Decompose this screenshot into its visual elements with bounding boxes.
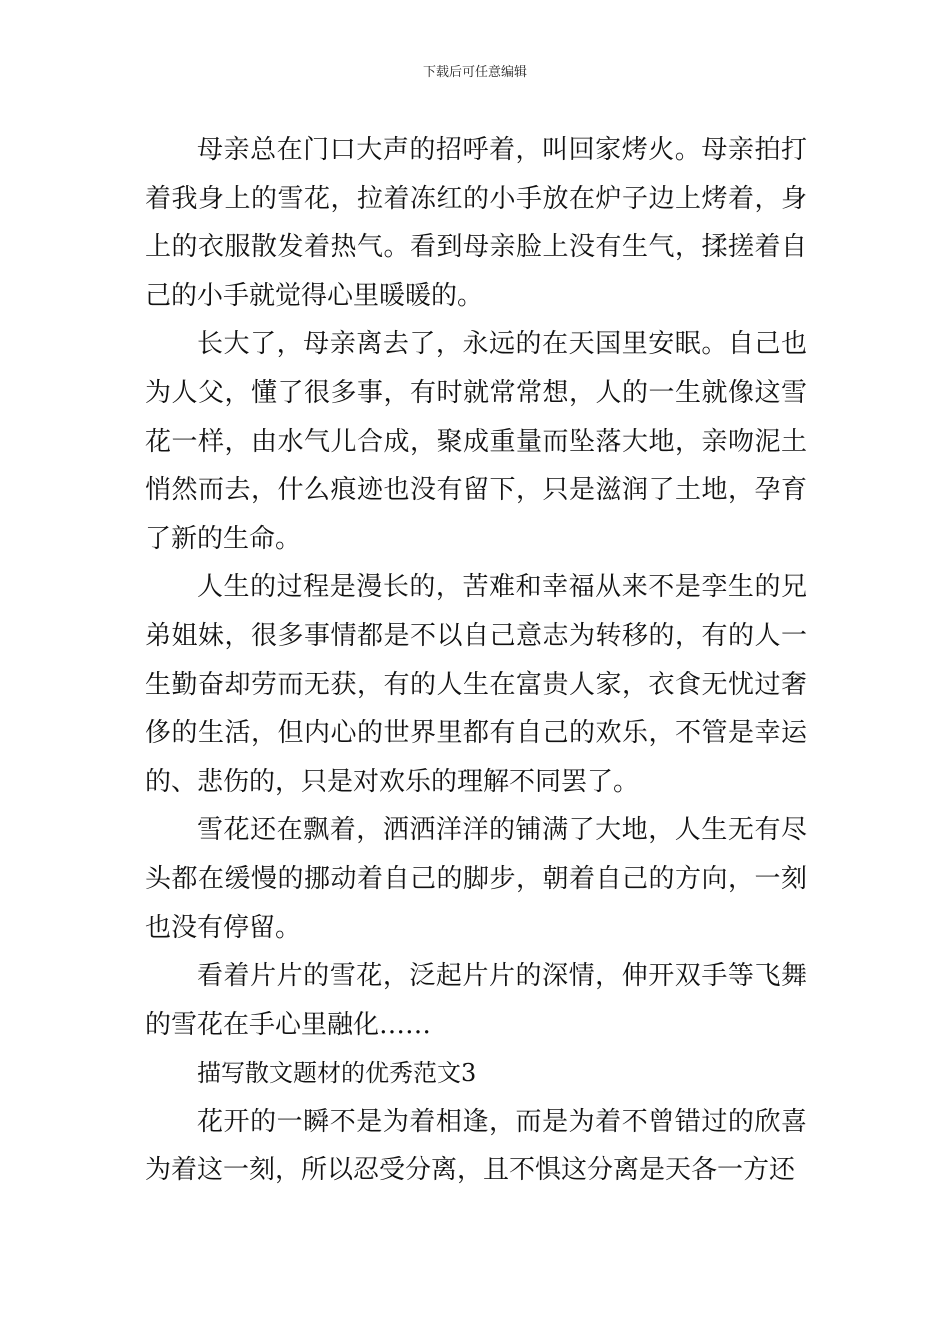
paragraph: 看着片片的雪花，泛起片片的深情，伸开双手等飞舞的雪花在手心里融化…… [145, 961, 807, 1040]
page-header: 下载后可任意编辑 [422, 65, 527, 80]
document-body [145, 126, 807, 1195]
paragraph: 长大了，母亲离去了，永远的在天国里安眠。自己也为人父，懂了很多事，有时就常常想，人的一生就像这雪花一样，由水气儿合成，聚成重量而坠落大地，亲吻泥土悄然而去，什么痕迹也没有留下，只是滋润了土地，孕育了新的生命。 [145, 329, 807, 554]
paragraph: 母亲总在门口大声的招呼着，叫回家烤火。母亲拍打着我身上的雪花，拉着冻红的小手放在炉子边上烤着，身上的衣服散发着热气。看到母亲脸上没有生气，揉搓着自己的小手就觉得心里暖暖的。 [145, 135, 807, 311]
paragraph: 雪花还在飘着，洒洒洋洋的铺满了大地，人生无有尽头都在缓慢的挪动着自己的脚步，朝着自己的方向，一刻也没有停留。 [145, 815, 807, 943]
section-heading: 描写散文题材的优秀范文3 [197, 1059, 477, 1088]
paragraph: 人生的过程是漫长的，苦难和幸福从来不是孪生的兄弟姐妹，很多事情都是不以自己意志为转移的，有的人一生勤奋却劳而无获，有的人生在富贵人家，衣食无忧过奢侈的生活，但内心的世界里都有自己的欢乐，不管是幸运的、悲伤的，只是对欢乐的理解不同罢了。 [145, 572, 807, 797]
paragraph: 花开的一瞬不是为着相逢，而是为着不曾错过的欣喜为着这一刻，所以忍受分离，且不惧这分离是天各一方还 [145, 1106, 807, 1186]
